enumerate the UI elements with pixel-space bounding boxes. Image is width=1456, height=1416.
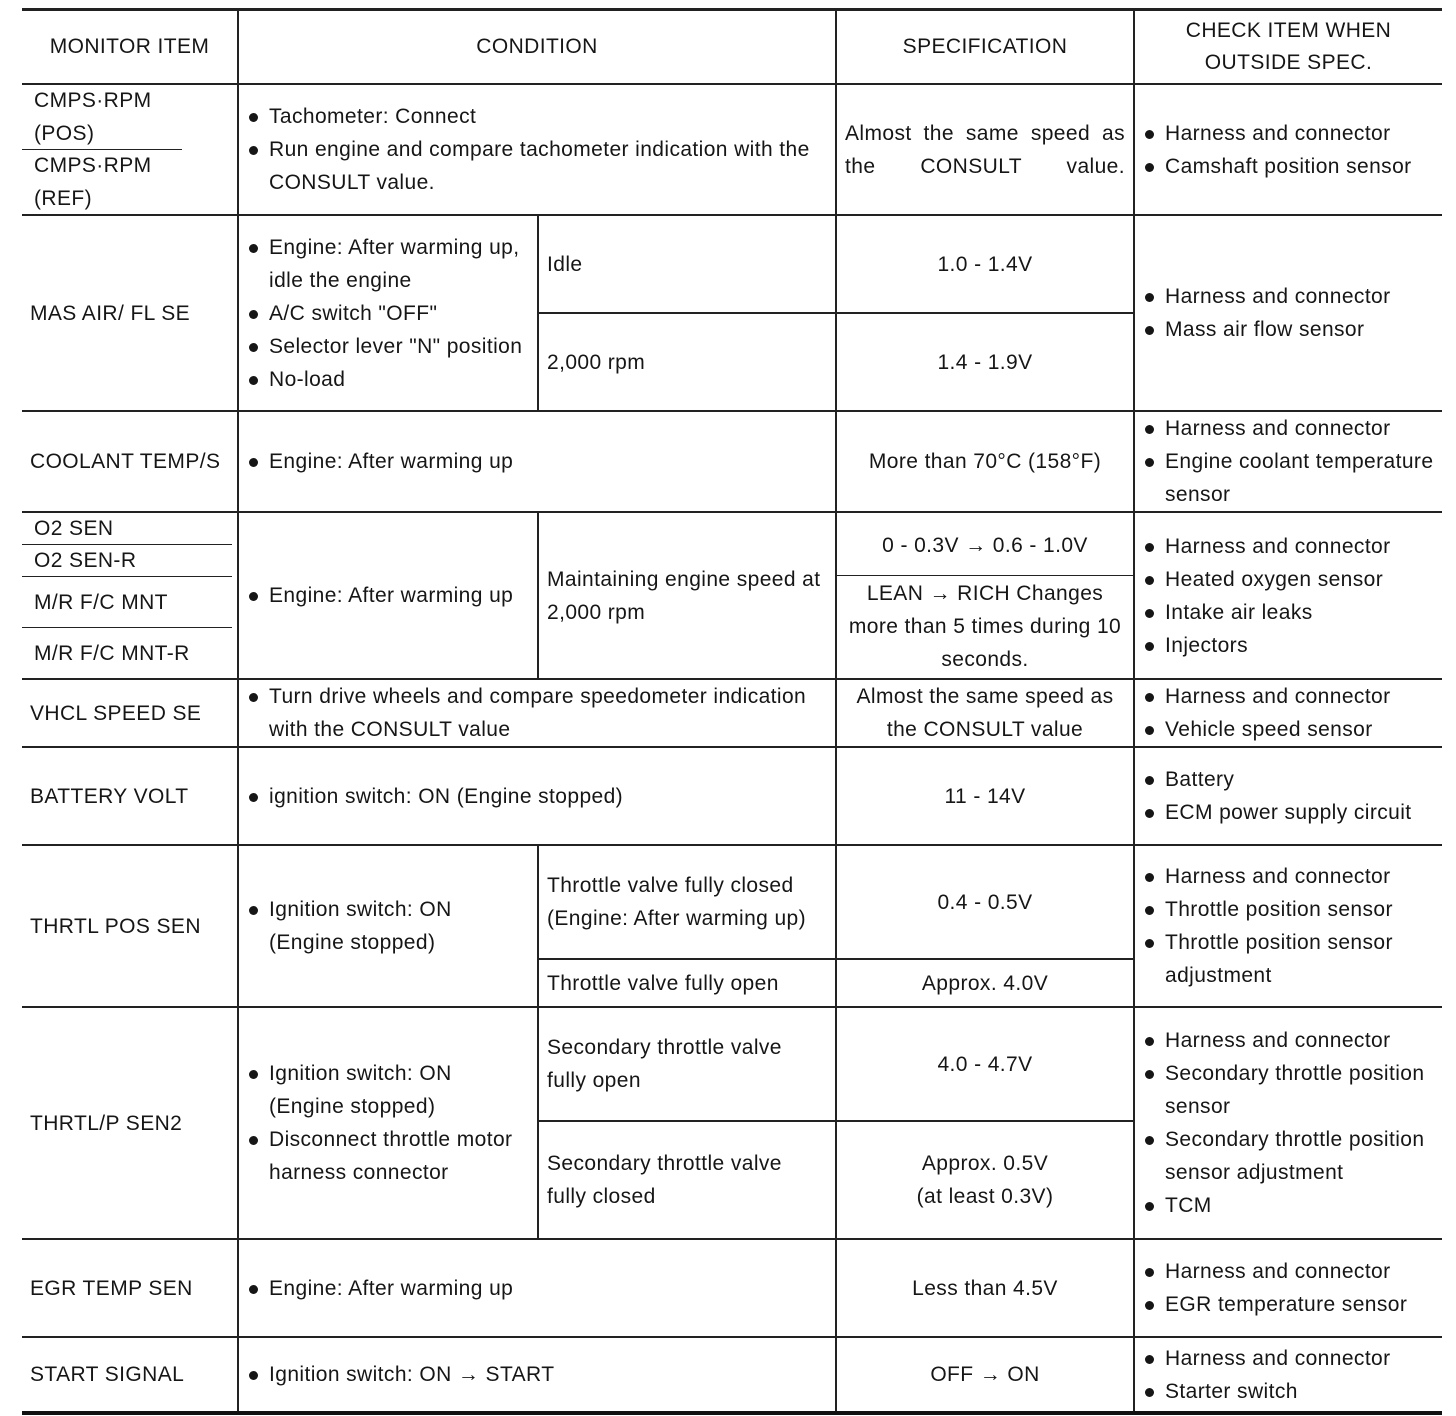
check-item-bullet: Throttle position sensor: [1143, 893, 1434, 926]
specification-fully-open: Approx. 4.0V: [836, 959, 1134, 1007]
specification-fully-closed: 0.4 - 0.5V: [836, 845, 1134, 959]
condition-bullet: Engine: After warming up, idle the engine: [247, 231, 529, 297]
specification-o2-voltage: 0 - 0.3V → 0.6 - 1.0V: [882, 533, 1088, 557]
check-item-bullet: Harness and connector: [1143, 412, 1434, 445]
check-item-cell: [1134, 512, 1442, 679]
monitor-item-mas-air: MAS AIR/ FL SE: [22, 215, 238, 411]
sub-condition-secondary-closed: Secondary throttle valve fully closed: [538, 1121, 836, 1239]
monitor-item-mr-fc-mnt-r: M/R F/C MNT-R: [22, 627, 232, 678]
check-item-cell: [1134, 747, 1442, 845]
specification-secondary-closed: [836, 1121, 1134, 1239]
specification-secondary-closed-line2: (at least 0.3V): [916, 1185, 1054, 1208]
header-monitor-item: MONITOR ITEM: [22, 10, 238, 85]
consult-monitor-spec-page: [22, 8, 1442, 1415]
check-item-bullet: Vehicle speed sensor: [1143, 713, 1434, 746]
check-item-bullet: Heated oxygen sensor: [1143, 563, 1434, 596]
header-check-item-line2: OUTSIDE SPEC.: [1204, 51, 1373, 74]
condition-cell: [238, 845, 538, 1007]
condition-bullet: Selector lever "N" position: [247, 330, 529, 363]
monitor-item-cmps-ref: CMPS·RPM (REF): [22, 149, 182, 214]
check-item-bullet: EGR temperature sensor: [1143, 1288, 1434, 1321]
table-row-throttle-position: [22, 845, 1442, 959]
condition-cell: [238, 1239, 836, 1337]
check-item-bullet: Harness and connector: [1143, 1255, 1434, 1288]
check-item-bullet: Harness and connector: [1143, 530, 1434, 563]
condition-bullet: ignition switch: ON (Engine stopped): [247, 780, 827, 813]
check-item-bullet: Intake air leaks: [1143, 596, 1434, 629]
check-item-bullet: Starter switch: [1143, 1375, 1434, 1408]
check-item-bullet: Camshaft position sensor: [1143, 150, 1434, 183]
header-specification: SPECIFICATION: [836, 10, 1134, 85]
check-item-bullet: Secondary throttle position sensor: [1143, 1057, 1434, 1123]
condition-bullet: A/C switch "OFF": [247, 297, 529, 330]
condition-bullet: Engine: After warming up: [247, 1272, 827, 1305]
table-row-cmps-rpm: [22, 84, 1442, 215]
specification-idle: 1.0 - 1.4V: [836, 215, 1134, 313]
check-item-bullet: Battery: [1143, 763, 1434, 796]
specification-secondary-closed-line1: Approx. 0.5V: [921, 1152, 1049, 1175]
condition-cell: [238, 747, 836, 845]
check-item-bullet: Engine coolant temperature sensor: [1143, 445, 1434, 511]
condition-bullet: Ignition switch: ON → START: [247, 1358, 827, 1391]
monitor-item-o2-sen-r: O2 SEN-R: [22, 544, 232, 576]
specification-cell: Almost the same speed as the CONSULT value.: [836, 84, 1134, 215]
monitor-item-cmps-pos: CMPS·RPM (POS): [34, 89, 152, 145]
condition-bullet: Engine: After warming up: [247, 579, 529, 612]
header-check-item-line1: CHECK ITEM WHEN: [1185, 19, 1392, 42]
check-item-cell: [1134, 1239, 1442, 1337]
monitor-item-coolant-temp: COOLANT TEMP/S: [22, 411, 238, 512]
specification-2000rpm: 1.4 - 1.9V: [836, 313, 1134, 411]
condition-bullet: Engine: After warming up: [247, 445, 827, 478]
check-item-bullet: ECM power supply circuit: [1143, 796, 1434, 829]
table-row-mas-air: [22, 215, 1442, 313]
specification-cell: OFF → ON: [836, 1337, 1134, 1413]
sub-condition-2000rpm: Maintaining engine speed at 2,000 rpm: [538, 512, 836, 679]
monitor-item-mr-fc-mnt: M/R F/C MNT: [22, 576, 232, 627]
check-item-cell: [1134, 845, 1442, 1007]
condition-bullet: Run engine and compare tachometer indication with the CONSULT value.: [247, 133, 827, 199]
check-item-cell: [1134, 84, 1442, 215]
condition-bullet: Tachometer: Connect: [247, 100, 827, 133]
condition-bullet: Ignition switch: ON (Engine stopped): [247, 1057, 529, 1123]
header-condition: CONDITION: [238, 10, 836, 85]
table-row-secondary-throttle: [22, 1007, 1442, 1121]
condition-cell: [238, 411, 836, 512]
specification-cell: Almost the same speed as the CONSULT value: [836, 679, 1134, 747]
specification-cell: More than 70°C (158°F): [836, 411, 1134, 512]
check-item-bullet: Harness and connector: [1143, 1024, 1434, 1057]
table-row-coolant-temp: [22, 411, 1442, 512]
table-row-o2-sensor: [22, 512, 1442, 679]
check-item-cell: [1134, 411, 1442, 512]
check-item-bullet: Throttle position sensor adjustment: [1143, 926, 1434, 992]
sub-condition-fully-open: Throttle valve fully open: [538, 959, 836, 1007]
monitor-item-cell: [22, 84, 238, 215]
specification-secondary-open: 4.0 - 4.7V: [836, 1007, 1134, 1121]
condition-bullet: Turn drive wheels and compare speedometer indication with the CONSULT value: [247, 680, 827, 746]
check-item-bullet: Secondary throttle position sensor adjustment: [1143, 1123, 1434, 1189]
condition-cell: [238, 1337, 836, 1413]
monitor-item-egr-temp: EGR TEMP SEN: [22, 1239, 238, 1337]
monitor-item-cell: [22, 512, 238, 679]
monitor-item-secondary-throttle: THRTL/P SEN2: [22, 1007, 238, 1239]
check-item-bullet: Harness and connector: [1143, 680, 1434, 713]
table-row-start-signal: [22, 1337, 1442, 1413]
condition-cell: [238, 1007, 538, 1239]
monitor-item-o2-sen: O2 SEN: [34, 517, 114, 540]
specification-cell: 11 - 14V: [836, 747, 1134, 845]
condition-cell: [238, 215, 538, 411]
specification-cell: [836, 512, 1134, 679]
check-item-bullet: Harness and connector: [1143, 1342, 1434, 1375]
table-row-vehicle-speed: [22, 679, 1442, 747]
condition-bullet: Disconnect throttle motor harness connector: [247, 1123, 529, 1189]
check-item-cell: [1134, 215, 1442, 411]
check-item-cell: [1134, 1337, 1442, 1413]
specification-cell: Less than 4.5V: [836, 1239, 1134, 1337]
table-row-egr-temp: [22, 1239, 1442, 1337]
sub-condition-2000rpm: 2,000 rpm: [538, 313, 836, 411]
table-row-battery-volt: [22, 747, 1442, 845]
check-item-bullet: Injectors: [1143, 629, 1434, 662]
sub-condition-idle: Idle: [538, 215, 836, 313]
check-item-bullet: TCM: [1143, 1189, 1434, 1222]
monitor-item-battery-volt: BATTERY VOLT: [22, 747, 238, 845]
condition-cell: [238, 512, 538, 679]
check-item-cell: [1134, 1007, 1442, 1239]
table-header-row: [22, 10, 1442, 85]
condition-cell: [238, 84, 836, 215]
condition-bullet: Ignition switch: ON (Engine stopped): [247, 893, 529, 959]
sub-condition-fully-closed: Throttle valve fully closed (Engine: After warming up): [538, 845, 836, 959]
check-item-bullet: Harness and connector: [1143, 117, 1434, 150]
header-check-item: [1134, 10, 1442, 85]
specification-o2-lean-rich: LEAN → RICH Changes more than 5 times during 10 seconds.: [837, 575, 1133, 676]
monitor-item-throttle-position: THRTL POS SEN: [22, 845, 238, 1007]
check-item-bullet: Harness and connector: [1143, 280, 1434, 313]
sub-condition-secondary-open: Secondary throttle valve fully open: [538, 1007, 836, 1121]
check-item-bullet: Harness and connector: [1143, 860, 1434, 893]
check-item-bullet: Mass air flow sensor: [1143, 313, 1434, 346]
monitor-item-start-signal: START SIGNAL: [22, 1337, 238, 1413]
condition-cell: [238, 679, 836, 747]
monitor-item-vehicle-speed: VHCL SPEED SE: [22, 679, 238, 747]
condition-bullet: No-load: [247, 363, 529, 396]
monitor-spec-table: [22, 8, 1442, 1415]
check-item-cell: [1134, 679, 1442, 747]
